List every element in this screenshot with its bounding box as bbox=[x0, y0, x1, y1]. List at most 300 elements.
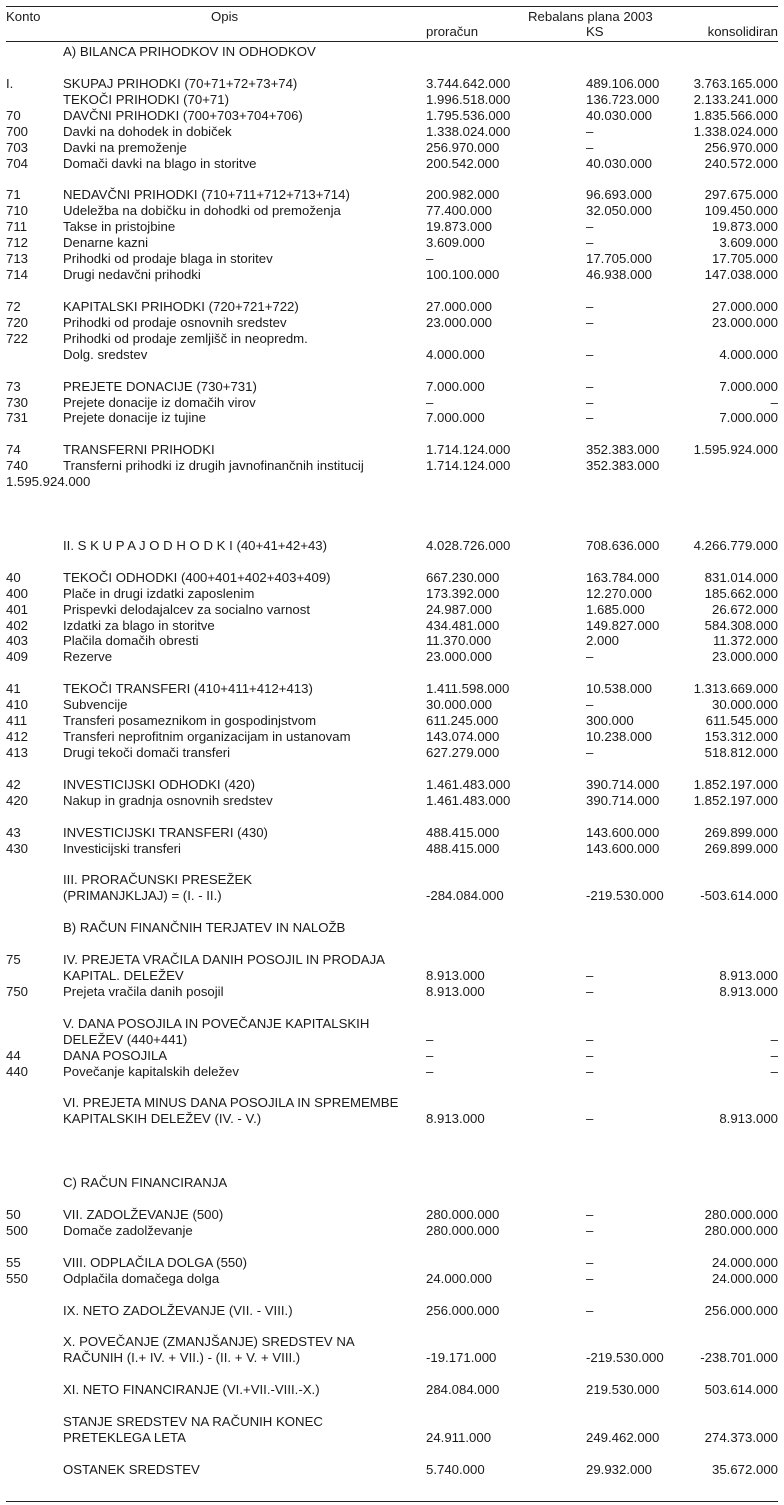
header-ks: KS bbox=[586, 24, 604, 39]
row-konto: 750 bbox=[6, 983, 29, 999]
row-konsolidiran: 269.899.000 bbox=[704, 840, 778, 856]
row-ks: 12.270.000 bbox=[586, 585, 653, 601]
table-row bbox=[0, 426, 784, 442]
row-ks: – bbox=[586, 649, 594, 665]
row-ks: – bbox=[586, 394, 594, 410]
row-konsolidiran: 30.000.000 bbox=[711, 697, 778, 713]
row-proracun: 1.714.124.000 bbox=[426, 442, 511, 458]
row-konto: I. bbox=[6, 75, 14, 91]
row-ks: 352.383.000 bbox=[586, 442, 660, 458]
row-konsolidiran: 35.672.000 bbox=[711, 1461, 778, 1477]
table-row bbox=[0, 1223, 784, 1239]
table-row bbox=[0, 410, 784, 426]
row-proracun: 256.000.000 bbox=[426, 1302, 500, 1318]
bottom-rule bbox=[6, 1501, 778, 1502]
row-proracun: 23.000.000 bbox=[426, 314, 493, 330]
row-opis: PREJETE DONACIJE (730+731) bbox=[63, 378, 257, 394]
row-opis: VII. ZADOLŽEVANJE (500) bbox=[63, 1206, 224, 1222]
row-opis: Transferi neprofitnim organizacijam in ustanovam bbox=[63, 729, 351, 744]
row-konto: 713 bbox=[6, 251, 29, 267]
row-proracun: – bbox=[426, 1031, 434, 1047]
table-row bbox=[0, 458, 784, 474]
row-konsolidiran: 256.000.000 bbox=[704, 1302, 778, 1318]
header-konto: Konto bbox=[6, 9, 41, 24]
table-row bbox=[0, 442, 784, 458]
row-opis: SKUPAJ PRIHODKI (70+71+72+73+74) bbox=[63, 75, 298, 91]
row-opis: PRETEKLEGA LETA bbox=[63, 1429, 186, 1445]
row-opis: A) BILANCA PRIHODKOV IN ODHODKOV bbox=[63, 44, 316, 59]
row-proracun: 256.970.000 bbox=[426, 139, 500, 155]
table-row bbox=[0, 490, 784, 506]
row-opis: III. PRORAČUNSKI PRESEŽEK bbox=[63, 872, 253, 888]
row-ks: – bbox=[586, 983, 594, 999]
table-row bbox=[0, 92, 784, 108]
row-proracun: 200.542.000 bbox=[426, 155, 500, 171]
row-ks: 96.693.000 bbox=[586, 187, 653, 203]
row-ks: – bbox=[586, 744, 594, 760]
row-opis: KAPITALSKI PRIHODKI (720+721+722) bbox=[63, 298, 299, 314]
row-ks: 136.723.000 bbox=[586, 91, 660, 107]
table-row bbox=[0, 219, 784, 235]
row-opis: Drugi nedavčni prihodki bbox=[63, 267, 201, 282]
row-proracun: 4.000.000 bbox=[426, 346, 485, 362]
table-row bbox=[0, 586, 784, 602]
row-proracun: 143.074.000 bbox=[426, 729, 500, 744]
row-opis: Plačila domačih obresti bbox=[63, 633, 199, 649]
row-konto: 42 bbox=[6, 776, 21, 792]
row-konsolidiran: 1.852.197.000 bbox=[693, 792, 778, 808]
row-opis: Takse in pristojbine bbox=[63, 219, 176, 235]
row-ks: – bbox=[586, 1063, 594, 1079]
row-ks: – bbox=[586, 219, 594, 235]
row-konsolidiran: -238.701.000 bbox=[700, 1350, 778, 1366]
table-row bbox=[0, 602, 784, 618]
row-konto: 403 bbox=[6, 633, 29, 649]
row-konto: 410 bbox=[6, 697, 29, 713]
row-proracun: 24.987.000 bbox=[426, 601, 493, 617]
row-proracun: -284.084.000 bbox=[426, 888, 504, 904]
row-ks: – bbox=[586, 1047, 594, 1063]
row-opis: KAPITALSKIH DELEŽEV (IV. - V.) bbox=[63, 1111, 262, 1127]
row-konsolidiran: 297.675.000 bbox=[704, 187, 778, 203]
row-konto: 55 bbox=[6, 1254, 21, 1270]
row-proracun: 3.744.642.000 bbox=[426, 75, 511, 91]
row-proracun: 19.873.000 bbox=[426, 219, 493, 235]
table-row bbox=[0, 299, 784, 315]
table-row bbox=[0, 1382, 784, 1398]
row-ks: 2.000 bbox=[586, 633, 620, 649]
row-ks: – bbox=[586, 314, 594, 330]
row-proracun: 7.000.000 bbox=[426, 378, 485, 394]
row-konsolidiran: 518.812.000 bbox=[704, 744, 778, 760]
row-proracun: 30.000.000 bbox=[426, 697, 493, 713]
row-konto: 40 bbox=[6, 569, 21, 585]
table-row bbox=[0, 1287, 784, 1303]
row-opis: Prihodki od prodaje osnovnih sredstev bbox=[63, 314, 287, 330]
row-ks: 143.600.000 bbox=[586, 824, 660, 840]
row-konsolidiran: -503.614.000 bbox=[700, 888, 778, 904]
table-row bbox=[0, 952, 784, 968]
row-opis: Prihodki od prodaje blaga in storitev bbox=[63, 251, 273, 267]
row-konsolidiran: 1.852.197.000 bbox=[693, 776, 778, 792]
table-row bbox=[0, 681, 784, 697]
row-opis: Izdatki za blago in storitve bbox=[63, 617, 215, 633]
table-row bbox=[0, 888, 784, 904]
row-konsolidiran: 7.000.000 bbox=[719, 410, 778, 426]
header-opis: Opis bbox=[211, 9, 239, 24]
row-konsolidiran: 503.614.000 bbox=[704, 1382, 778, 1398]
row-konsolidiran: 831.014.000 bbox=[704, 569, 778, 585]
row-ks: 10.538.000 bbox=[586, 681, 653, 697]
table-row bbox=[0, 1255, 784, 1271]
table-row bbox=[0, 187, 784, 203]
table-row bbox=[0, 522, 784, 538]
row-konto: 73 bbox=[6, 378, 21, 394]
row-ks: -219.530.000 bbox=[586, 1350, 664, 1366]
row-proracun: 1.338.024.000 bbox=[426, 123, 511, 139]
row-konsolidiran: 611.545.000 bbox=[705, 713, 778, 729]
row-konsolidiran: 1.835.566.000 bbox=[693, 107, 778, 123]
row-proracun: – bbox=[426, 251, 434, 267]
table-row bbox=[0, 1159, 784, 1175]
row-opis: VI. PREJETA MINUS DANA POSOJILA IN SPREMEMBE bbox=[63, 1095, 399, 1111]
row-ks: 1.685.000 bbox=[586, 601, 645, 617]
row-konsolidiran: 11.372.000 bbox=[712, 633, 778, 649]
table-row bbox=[0, 203, 784, 219]
table-row bbox=[0, 618, 784, 634]
row-opis: X. POVEČANJE (ZMANJŠANJE) SREDSTEV NA bbox=[63, 1334, 355, 1350]
row-proracun: – bbox=[426, 1063, 434, 1079]
row-konsolidiran: – bbox=[770, 1063, 778, 1079]
table-row bbox=[0, 1127, 784, 1143]
row-konsolidiran: 26.672.000 bbox=[711, 601, 778, 617]
row-proracun: 11.370.000 bbox=[426, 633, 492, 649]
row-opis: Domače zadolževanje bbox=[63, 1222, 193, 1238]
row-opis: Prejete donacije iz tujine bbox=[63, 410, 206, 426]
table-row bbox=[0, 363, 784, 379]
row-konsolidiran: 27.000.000 bbox=[711, 298, 778, 314]
table-row bbox=[0, 331, 784, 347]
row-opis: Prihodki od prodaje zemljišč in neopredm. bbox=[63, 330, 308, 346]
row-proracun: 488.415.000 bbox=[426, 824, 500, 840]
row-proracun: 280.000.000 bbox=[426, 1206, 500, 1222]
row-konto: 550 bbox=[6, 1270, 29, 1286]
row-konto: 50 bbox=[6, 1206, 21, 1222]
row-proracun: 280.000.000 bbox=[426, 1222, 500, 1238]
row-konto: 70 bbox=[6, 107, 21, 123]
row-konsolidiran: 8.913.000 bbox=[719, 1111, 778, 1127]
row-konsolidiran: – bbox=[770, 394, 778, 410]
table-row bbox=[0, 1398, 784, 1414]
row-proracun: 27.000.000 bbox=[426, 298, 493, 314]
row-opis: DELEŽEV (440+441) bbox=[63, 1031, 188, 1047]
row-konto: 1.595.924.000 bbox=[6, 474, 91, 490]
row-opis: B) RAČUN FINANČNIH TERJATEV IN NALOŽB bbox=[63, 920, 346, 936]
row-proracun: 8.913.000 bbox=[426, 1111, 485, 1127]
row-ks: 489.106.000 bbox=[586, 75, 660, 91]
row-proracun: 627.279.000 bbox=[426, 744, 500, 760]
row-proracun: 1.714.124.000 bbox=[426, 458, 511, 474]
row-opis: II. S K U P A J O D H O D K I (40+41+42+43) bbox=[63, 537, 327, 553]
row-konsolidiran: 19.873.000 bbox=[711, 219, 778, 235]
row-ks: 149.827.000 bbox=[586, 617, 660, 633]
row-proracun: 3.609.000 bbox=[426, 235, 485, 251]
row-ks: 352.383.000 bbox=[586, 458, 660, 474]
row-opis: Drugi tekoči domači transferi bbox=[63, 744, 231, 760]
row-ks: – bbox=[586, 410, 594, 426]
row-opis: Investicijski transferi bbox=[63, 840, 181, 856]
row-konto: 413 bbox=[6, 744, 29, 760]
row-ks: 40.030.000 bbox=[586, 107, 653, 123]
row-ks: – bbox=[586, 967, 594, 983]
row-ks: 249.462.000 bbox=[586, 1429, 660, 1445]
table-row bbox=[0, 506, 784, 522]
row-opis: Transferni prihodki iz drugih javnofinančnih institucij bbox=[63, 458, 364, 474]
row-ks: – bbox=[586, 378, 594, 394]
row-opis: OSTANEK SREDSTEV bbox=[63, 1461, 200, 1477]
table-row bbox=[0, 793, 784, 809]
row-proracun: 77.400.000 bbox=[426, 203, 493, 219]
table-row bbox=[0, 1239, 784, 1255]
row-ks: – bbox=[586, 1222, 594, 1238]
row-konsolidiran: 8.913.000 bbox=[719, 983, 778, 999]
row-proracun: 611.245.000 bbox=[426, 713, 499, 729]
row-opis: Transferi posameznikom in gospodinjstvom bbox=[63, 713, 317, 729]
row-konsolidiran: 269.899.000 bbox=[704, 824, 778, 840]
row-ks: 708.636.000 bbox=[586, 537, 660, 553]
row-proracun: -19.171.000 bbox=[426, 1350, 497, 1366]
table-row bbox=[0, 1111, 784, 1127]
row-konsolidiran: 584.308.000 bbox=[704, 617, 778, 633]
row-konto: 41 bbox=[6, 681, 21, 697]
table-row bbox=[0, 1207, 784, 1223]
row-konsolidiran: 24.000.000 bbox=[711, 1270, 778, 1286]
table-row bbox=[0, 474, 784, 490]
row-opis: Rezerve bbox=[63, 649, 113, 665]
row-opis: Nakup in gradnja osnovnih sredstev bbox=[63, 792, 273, 808]
row-ks: – bbox=[586, 346, 594, 362]
row-konsolidiran: 1.595.924.000 bbox=[693, 442, 778, 458]
table-row bbox=[0, 379, 784, 395]
row-konto: 704 bbox=[6, 155, 29, 171]
row-opis: INVESTICIJSKI ODHODKI (420) bbox=[63, 776, 255, 792]
row-ks: 40.030.000 bbox=[586, 155, 653, 171]
table-row bbox=[0, 251, 784, 267]
row-opis: KAPITAL. DELEŽEV bbox=[63, 967, 184, 983]
table-row bbox=[0, 984, 784, 1000]
row-konsolidiran: 240.572.000 bbox=[704, 155, 778, 171]
table-row bbox=[0, 1032, 784, 1048]
table-row bbox=[0, 108, 784, 124]
table-row bbox=[0, 1000, 784, 1016]
row-ks: 390.714.000 bbox=[586, 776, 660, 792]
row-konsolidiran: 185.662.000 bbox=[704, 585, 778, 601]
row-ks: – bbox=[586, 298, 594, 314]
row-konto: 722 bbox=[6, 330, 29, 346]
table-row bbox=[0, 968, 784, 984]
row-konsolidiran: 280.000.000 bbox=[704, 1222, 778, 1238]
row-opis: STANJE SREDSTEV NA RAČUNIH KONEC bbox=[63, 1414, 323, 1429]
row-konsolidiran: 153.312.000 bbox=[704, 729, 778, 744]
row-konsolidiran: 256.970.000 bbox=[704, 139, 778, 155]
row-proracun: 200.982.000 bbox=[426, 187, 500, 203]
row-opis: C) RAČUN FINANCIRANJA bbox=[63, 1175, 228, 1190]
table-row bbox=[0, 856, 784, 872]
table-row bbox=[0, 1334, 784, 1350]
table-row bbox=[0, 1303, 784, 1319]
row-ks: 219.530.000 bbox=[586, 1382, 660, 1398]
row-proracun: 173.392.000 bbox=[426, 585, 500, 601]
row-proracun: 434.481.000 bbox=[426, 617, 500, 633]
row-proracun: – bbox=[426, 1047, 434, 1063]
row-proracun: 1.461.483.000 bbox=[426, 776, 511, 792]
table-row bbox=[0, 1048, 784, 1064]
row-opis: TEKOČI PRIHODKI (70+71) bbox=[63, 91, 229, 107]
row-konsolidiran: – bbox=[770, 1047, 778, 1063]
row-ks: 143.600.000 bbox=[586, 840, 660, 856]
table-row bbox=[0, 1080, 784, 1096]
row-proracun: 5.740.000 bbox=[426, 1461, 485, 1477]
table-row bbox=[0, 1064, 784, 1080]
row-proracun: 24.000.000 bbox=[426, 1270, 493, 1286]
row-ks: 17.705.000 bbox=[586, 251, 653, 267]
row-konto: 430 bbox=[6, 840, 29, 856]
table-row bbox=[0, 347, 784, 363]
table-row bbox=[0, 171, 784, 187]
table-row bbox=[0, 745, 784, 761]
row-konto: 703 bbox=[6, 139, 29, 155]
row-konto: 411 bbox=[6, 713, 28, 729]
table-row bbox=[0, 1016, 784, 1032]
row-konsolidiran: 3.609.000 bbox=[719, 235, 778, 251]
table-row bbox=[0, 809, 784, 825]
row-konsolidiran: 4.000.000 bbox=[719, 346, 778, 362]
row-ks: 29.932.000 bbox=[586, 1461, 653, 1477]
row-konto: 412 bbox=[6, 729, 29, 744]
table-row bbox=[0, 841, 784, 857]
table-row bbox=[0, 140, 784, 156]
table-row bbox=[0, 697, 784, 713]
row-proracun: 8.913.000 bbox=[426, 967, 485, 983]
row-proracun: 24.911.000 bbox=[426, 1429, 492, 1445]
table-row bbox=[0, 1462, 784, 1478]
row-konto: 401 bbox=[6, 601, 29, 617]
row-ks: 46.938.000 bbox=[586, 267, 653, 282]
header-proracun: proračun bbox=[426, 24, 479, 39]
row-konsolidiran: 3.763.165.000 bbox=[693, 75, 778, 91]
table-row bbox=[0, 44, 784, 60]
row-konsolidiran: 280.000.000 bbox=[704, 1206, 778, 1222]
row-ks: 300.000 bbox=[586, 713, 634, 729]
row-konsolidiran: 23.000.000 bbox=[711, 649, 778, 665]
table-row bbox=[0, 1446, 784, 1462]
table-row bbox=[0, 267, 784, 283]
row-konto: 712 bbox=[6, 235, 29, 251]
row-opis: Davki na dohodek in dobiček bbox=[63, 123, 232, 139]
row-konto: 420 bbox=[6, 792, 29, 808]
row-konsolidiran: 17.705.000 bbox=[711, 251, 778, 267]
row-konsolidiran: 24.000.000 bbox=[711, 1254, 778, 1270]
table-row bbox=[0, 283, 784, 299]
row-proracun: 1.461.483.000 bbox=[426, 792, 511, 808]
row-opis: (PRIMANJKLJAJ) = (I. - II.) bbox=[63, 888, 222, 904]
row-opis: Plače in drugi izdatki zaposlenim bbox=[63, 585, 255, 601]
row-konto: 402 bbox=[6, 617, 29, 633]
row-ks: -219.530.000 bbox=[586, 888, 664, 904]
row-konto: 409 bbox=[6, 649, 29, 665]
table-row bbox=[0, 633, 784, 649]
row-opis: TRANSFERNI PRIHODKI bbox=[63, 442, 215, 458]
row-opis: V. DANA POSOJILA IN POVEČANJE KAPITALSKIH bbox=[63, 1015, 370, 1031]
row-konsolidiran: – bbox=[770, 1031, 778, 1047]
row-ks: 10.238.000 bbox=[586, 729, 653, 744]
row-opis: Prejete donacije iz domačih virov bbox=[63, 394, 256, 410]
row-proracun: 23.000.000 bbox=[426, 649, 493, 665]
row-opis: Udeležba na dobičku in dohodki od premoženja bbox=[63, 203, 341, 219]
row-konto: 400 bbox=[6, 585, 29, 601]
table-row bbox=[0, 60, 784, 76]
row-opis: Odplačila domačega dolga bbox=[63, 1270, 220, 1286]
row-konto: 710 bbox=[6, 203, 29, 219]
row-konsolidiran: 23.000.000 bbox=[711, 314, 778, 330]
table-row bbox=[0, 156, 784, 172]
row-proracun: 7.000.000 bbox=[426, 410, 485, 426]
table-row bbox=[0, 1175, 784, 1191]
table-row bbox=[0, 1191, 784, 1207]
table-row bbox=[0, 1350, 784, 1366]
row-konto: 720 bbox=[6, 314, 29, 330]
table-row bbox=[0, 124, 784, 140]
row-konsolidiran: 1.338.024.000 bbox=[693, 123, 778, 139]
row-proracun: 8.913.000 bbox=[426, 983, 485, 999]
row-opis: DANA POSOJILA bbox=[63, 1047, 168, 1063]
table-row bbox=[0, 1271, 784, 1287]
row-konto: 74 bbox=[6, 442, 21, 458]
row-proracun: 667.230.000 bbox=[426, 569, 500, 585]
row-konto: 72 bbox=[6, 298, 21, 314]
table-row bbox=[0, 1095, 784, 1111]
row-konsolidiran: 147.038.000 bbox=[704, 267, 778, 282]
row-proracun: 488.415.000 bbox=[426, 840, 500, 856]
row-konto: 71 bbox=[6, 187, 21, 203]
row-ks: – bbox=[586, 1206, 594, 1222]
row-opis: TEKOČI TRANSFERI (410+411+412+413) bbox=[63, 681, 313, 697]
row-opis: RAČUNIH (I.+ IV. + VII.) - (II. + V. + VIII.) bbox=[63, 1350, 301, 1366]
row-opis: IX. NETO ZADOLŽEVANJE (VII. - VIII.) bbox=[63, 1302, 293, 1318]
row-konsolidiran: 274.373.000 bbox=[704, 1429, 778, 1445]
table-row bbox=[0, 570, 784, 586]
row-konto: 714 bbox=[6, 267, 29, 282]
row-opis: VIII. ODPLAČILA DOLGA (550) bbox=[63, 1254, 247, 1270]
row-opis: Davki na premoženje bbox=[63, 139, 187, 155]
row-proracun: 1.996.518.000 bbox=[426, 91, 511, 107]
row-konsolidiran: 7.000.000 bbox=[719, 378, 778, 394]
row-opis: Dolg. sredstev bbox=[63, 346, 148, 362]
table-row bbox=[0, 235, 784, 251]
table-row bbox=[0, 713, 784, 729]
row-proracun: 4.028.726.000 bbox=[426, 537, 511, 553]
row-opis: XI. NETO FINANCIRANJE (VI.+VII.-VIII.-X.) bbox=[63, 1382, 320, 1398]
row-konto: 731 bbox=[6, 410, 29, 426]
row-opis: NEDAVČNI PRIHODKI (710+711+712+713+714) bbox=[63, 187, 350, 203]
row-konto: 730 bbox=[6, 394, 29, 410]
table-row bbox=[0, 729, 784, 745]
table-row bbox=[0, 777, 784, 793]
row-opis: Denarne kazni bbox=[63, 235, 149, 251]
table-row bbox=[0, 1366, 784, 1382]
table-row bbox=[0, 936, 784, 952]
table-row bbox=[0, 649, 784, 665]
